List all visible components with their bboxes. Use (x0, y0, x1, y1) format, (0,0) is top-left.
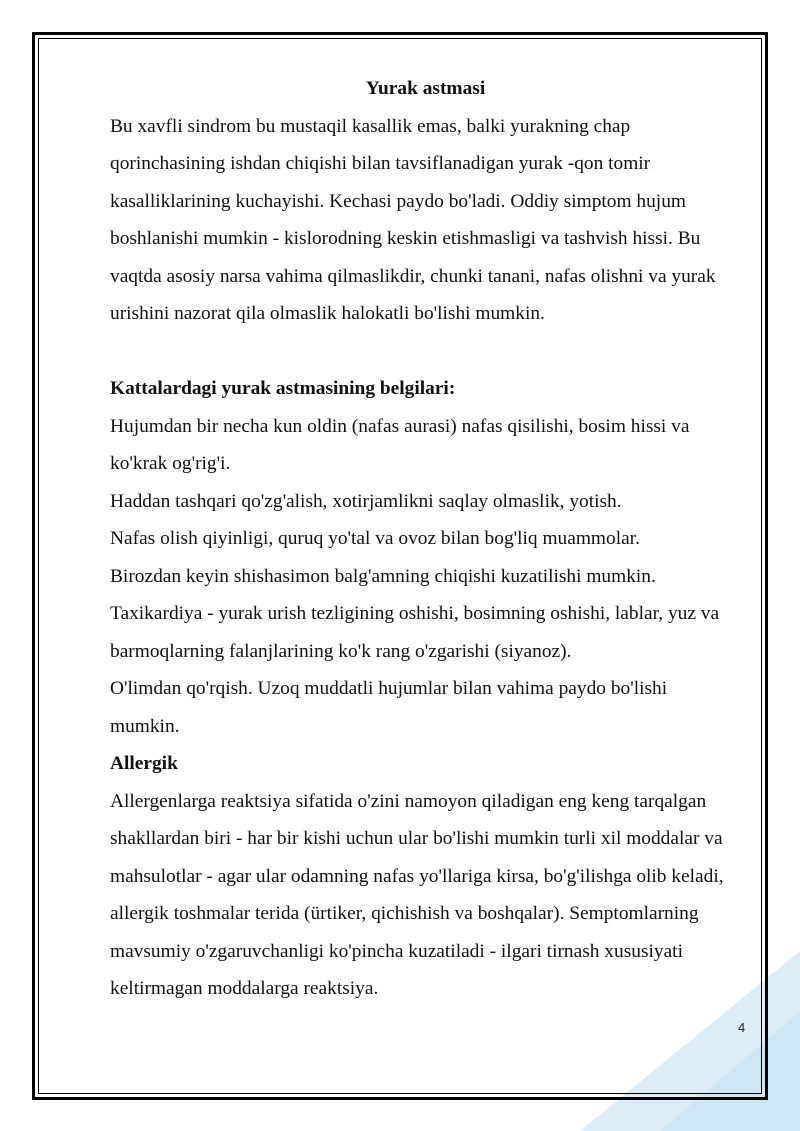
paragraph-spacer (110, 333, 734, 371)
sign-item: Haddan tashqari qo'zg'alish, xotirjamlikni saqlay olmaslik, yotish. (110, 490, 622, 512)
allergic-paragraph: Allergenlarga reaktsiya sifatida o'zini namoyon qiladigan eng keng tarqalgan shakllardan biri - har bir kishi uchun ular bo'lishi mumkin turli xil moddalar va mahsulotlar - agar ular odamning nafas yo'llariga kirsa, bo'g'ilishga olib keladi, allergik toshmalar terida (ürtiker, qichishish va boshqalar). Semptomlarning mavsumiy o'zgaruvchanligi ko'pincha kuzatiladi - ilgari tirnash xususiyati keltirmagan moddalarga reaktsiya. (110, 790, 724, 999)
sign-item: Birozdan keyin shishasimon balg'amning chiqishi kuzatilishi mumkin. (110, 565, 656, 587)
sign-item: Nafas olish qiyinligi, quruq yo'tal va ovoz bilan bog'liq muammolar. (110, 528, 640, 549)
allergic-heading: Allergik (110, 753, 178, 774)
intro-paragraph: Bu xavfli sindrom bu mustaqil kasallik emas, balki yurakning chap qorinchasining ishdan chiqishi bilan tavsiflanadigan yurak -qon tomir kasalliklarining kuchayishi. Kechasi paydo bo'ladi. Oddiy simptom hujum boshlanishi mumkin - kislorodning keskin etishmasligi va tashvish hissi. Bu vaqtda asosiy narsa vahima qilmaslikdir, chunki tanani, nafas olishni va yurak urishini nazorat qila olmaslik halokatli bo'lishi mumkin. (110, 115, 716, 324)
document-title: Yurak astmasi (365, 78, 486, 99)
sign-item: Hujumdan bir necha kun oldin (nafas aurasi) nafas qisilishi, bosim hissi va ko'krak og'rig'i. (110, 415, 690, 474)
sign-item: Taxikardiya - yurak urish tezligining oshishi, bosimning oshishi, lablar, yuz va barmoqlarning falanjlarining ko'k rang o'zgarishi (siyanoz). (110, 603, 720, 662)
sign-item: O'limdan qo'rqish. Uzoq muddatli hujumlar bilan vahima paydo bo'lishi mumkin. (110, 678, 668, 737)
page-number: 4 (738, 1020, 746, 1035)
document-body (110, 70, 734, 1008)
signs-heading: Kattalardagi yurak astmasining belgilari: (110, 378, 456, 399)
